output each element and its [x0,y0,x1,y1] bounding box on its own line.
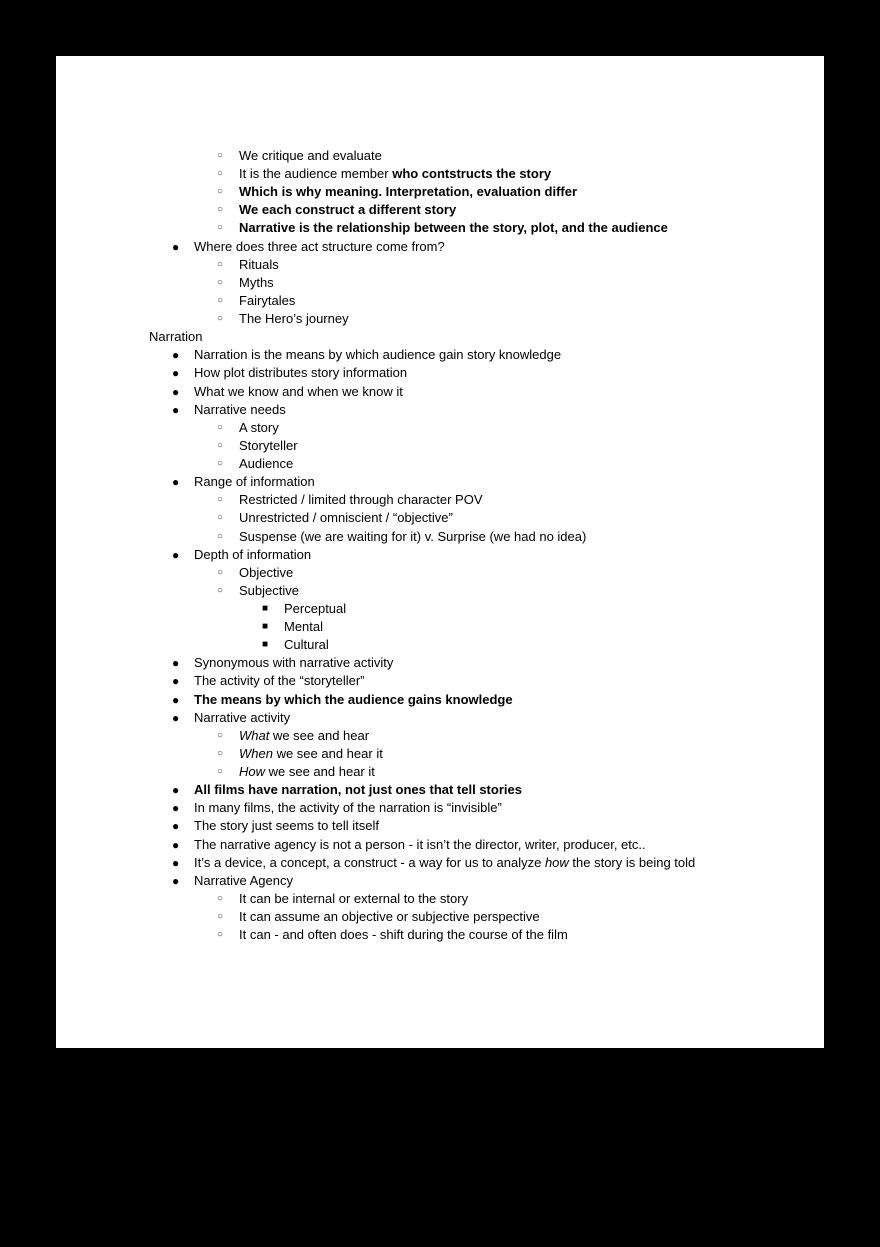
hollow-bullet-icon: ○ [217,313,224,325]
list-item [172,474,315,490]
text-segment: we see and hear it [272,745,383,761]
hollow-bullet-icon: ○ [217,186,224,198]
text-segment: who contstructs the story [392,166,552,182]
text-segment: In many films, the activity of the narration is “invisible” [194,800,502,816]
text-segment: The means by which the audience gains knowledge [194,691,513,707]
list-item [172,836,646,853]
hollow-bullet-icon: ○ [217,747,224,759]
text-segment: Subjective [239,582,299,598]
text-segment: The narrative agency is not a person - it isn’t the director, writer, producer, etc.. [194,836,646,852]
filled-bullet-icon: ● [172,475,180,490]
list-item [217,582,299,599]
list-item [217,292,296,309]
text-segment: It can - and often does - shift during the course of the film [239,927,568,943]
filled-bullet-icon: ● [172,384,180,399]
list-item [217,166,552,182]
text-segment: how [544,854,569,870]
hollow-bullet-icon: ○ [217,439,224,451]
filled-bullet-icon: ● [172,656,180,671]
square-bullet-icon: ■ [262,603,269,614]
hollow-bullet-icon: ○ [217,584,224,596]
text-segment: Cultural [284,637,329,653]
text-segment: Narration is the means by which audience gain story knowledge [194,347,562,363]
hollow-bullet-icon: ○ [217,276,224,288]
list-item [217,184,578,200]
square-bullet-icon: ■ [262,639,269,651]
list-item [172,238,445,255]
filled-bullet-icon: ● [172,402,180,417]
filled-bullet-icon: ● [172,873,180,888]
filled-bullet-icon: ● [172,674,180,689]
text-segment: The Hero’s journey [239,311,349,327]
text-segment: Narrative activity [194,709,291,725]
text-segment: we see and hear it [265,764,375,780]
text-segment: It is the audience member [239,166,393,182]
text-segment: The story just seems to tell itself [194,818,379,834]
list-item [217,909,540,925]
filled-bullet-icon: ● [172,819,180,834]
text-segment: What we know and when we know it [194,383,403,399]
filled-bullet-icon: ● [172,710,180,725]
square-bullet-icon: ■ [262,621,269,633]
list-item [217,437,298,454]
list-item [172,818,379,834]
text-segment: we see and hear [269,727,370,743]
filled-bullet-icon: ● [172,855,180,870]
list-item [217,564,294,581]
text-segment: Perceptual [284,601,347,616]
text-segment: Fairytales [239,292,296,308]
text-segment: Mental [284,619,324,635]
list-item [172,347,562,363]
list-item [217,510,453,526]
hollow-bullet-icon: ○ [217,911,224,923]
text-segment: Objective [239,564,294,580]
filled-bullet-icon: ● [172,692,180,707]
filled-bullet-icon: ● [172,547,180,562]
list-item [217,274,274,291]
list-item [217,202,457,218]
hollow-bullet-icon: ○ [217,766,224,778]
text-segment: Depth of information [194,546,312,562]
text-segment: Narration [149,329,203,345]
text-segment: It can assume an objective or subjective perspective [239,909,540,925]
hollow-bullet-icon: ○ [217,168,224,180]
text-segment: We critique and evaluate [239,148,382,163]
list-item [217,745,383,762]
list-item [262,619,324,635]
text-segment: How [239,764,266,780]
hollow-bullet-icon: ○ [217,892,224,904]
hollow-bullet-icon: ○ [217,458,224,470]
text-segment: It’s a device, a concept, a construct - a way for us to analyze [194,854,545,870]
list-item [217,220,668,236]
list-item [172,691,513,708]
hollow-bullet-icon: ○ [217,566,224,578]
hollow-bullet-icon: ○ [217,150,224,161]
list-item [172,782,522,798]
list-item [172,854,696,871]
text-segment: Unrestricted / omniscient / “objective” [239,510,453,526]
list-item [217,256,279,273]
list-item [172,365,408,381]
list-item [172,546,312,563]
text-segment: Range of information [194,474,315,490]
text-segment: Restricted / limited through character POV [239,492,483,508]
hollow-bullet-icon: ○ [217,258,224,270]
filled-bullet-icon: ● [172,837,180,852]
document-page [56,56,824,1048]
list-item [217,764,375,780]
hollow-bullet-icon: ○ [217,222,224,234]
hollow-bullet-icon: ○ [217,294,224,306]
text-segment: Where does three act structure come from? [194,238,445,254]
text-segment: Synonymous with narrative activity [194,655,394,671]
text-segment: Narrative Agency [194,872,293,888]
filled-bullet-icon: ● [172,366,180,381]
hollow-bullet-icon: ○ [217,729,224,741]
list-item [217,456,294,472]
text-segment: The activity of the “storyteller” [194,673,365,689]
text-segment: Which is why meaning. Interpretation, evaluation differ [239,184,578,200]
list-item [217,727,370,744]
text-segment: How plot distributes story information [194,365,408,381]
list-item [262,601,347,617]
list-item [172,401,286,418]
list-item [262,637,329,653]
text-segment: the story is being told [568,854,696,870]
hollow-bullet-icon: ○ [217,530,224,542]
filled-bullet-icon: ● [172,801,180,816]
text-segment: All films have narration, not just ones that tell stories [194,782,522,798]
list-item [217,890,469,907]
hollow-bullet-icon: ○ [217,494,224,506]
hollow-bullet-icon: ○ [217,512,224,524]
filled-bullet-icon: ● [172,239,180,254]
text-segment: It can be internal or external to the story [239,890,469,906]
filled-bullet-icon: ● [172,783,180,798]
list-item [217,492,483,508]
list-item [217,311,349,327]
list-item [217,528,587,545]
text-segment: Audience [239,456,294,472]
hollow-bullet-icon: ○ [217,929,224,941]
text-segment: Myths [239,274,274,290]
filled-bullet-icon: ● [172,348,180,363]
list-item [172,655,394,671]
list-item [172,383,403,400]
list-item [217,927,568,943]
text-segment: Storyteller [239,437,298,453]
list-item [172,872,293,889]
text-segment: Narrative needs [194,401,286,417]
list-item [172,673,365,689]
list-item [217,419,279,436]
section-heading [149,329,202,345]
text-segment: What [239,727,270,743]
text-segment: When [239,745,273,761]
text-segment: Narrative is the relationship between the story, plot, and the audience [239,220,668,236]
text-segment: A story [239,419,279,435]
text-segment: Rituals [239,256,279,272]
hollow-bullet-icon: ○ [217,204,224,216]
text-segment: Suspense (we are waiting for it) v. Surprise (we had no idea) [239,528,587,544]
list-item [217,148,382,164]
list-item [172,709,291,726]
text-segment: We each construct a different story [239,202,457,218]
hollow-bullet-icon: ○ [217,421,224,433]
list-item [172,800,502,816]
